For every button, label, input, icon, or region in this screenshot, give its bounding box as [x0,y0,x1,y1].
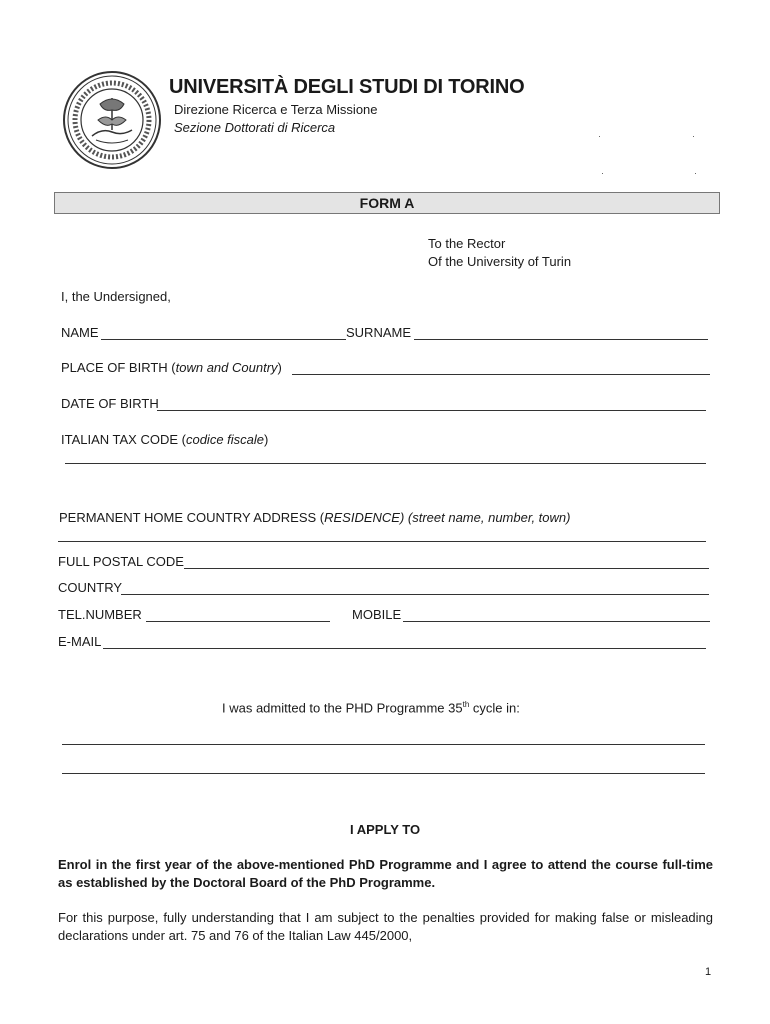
place-of-birth-field[interactable] [292,374,710,375]
postal-code-field[interactable] [184,568,709,569]
email-label: E-MAIL [58,634,102,649]
surname-field[interactable] [414,339,708,340]
email-field[interactable] [103,648,706,649]
mobile-field[interactable] [403,621,710,622]
admission-text: I was admitted to the PHD Programme 35th cycle in: [222,700,520,716]
surname-label: SURNAME [346,325,412,340]
enrol-statement: Enrol in the first year of the above-mentioned PhD Programme and I agree to attend the course full-time as established by the Doctoral Board of the PhD Programme. [58,857,713,890]
tel-field[interactable] [146,621,330,622]
postal-code-label: FULL POSTAL CODE [58,554,184,569]
address-label: PERMANENT HOME COUNTRY ADDRESS (RESIDENCE) (street name, number, town) [59,510,571,525]
department-name: Direzione Ricerca e Terza Missione [174,102,378,117]
stray-dot [599,136,600,137]
section-name: Sezione Dottorati di Ricerca [174,120,336,135]
stray-dot [693,136,694,137]
stray-dot [695,173,696,174]
name-field[interactable] [101,339,346,340]
country-field[interactable] [121,594,709,595]
date-of-birth-field[interactable] [157,410,706,411]
country-label: COUNTRY [58,580,123,595]
tax-code-field[interactable] [65,463,706,464]
university-title: UNIVERSITÀ DEGLI STUDI DI TORINO [169,76,525,98]
address-field[interactable] [58,541,706,542]
apply-heading: I APPLY TO [350,822,421,837]
intro-text: I, the Undersigned, [61,289,171,304]
page-number: 1 [705,966,712,978]
recipient-line-2: Of the University of Turin [428,254,572,269]
mobile-label: MOBILE [352,607,402,622]
name-label: NAME [61,325,99,340]
stray-dot [602,173,603,174]
recipient-line-1: To the Rector [428,236,506,251]
purpose-statement: For this purpose, fully understanding that I am subject to the penalties provided for making false or misleading declarations under art. 75 and 76 of the Italian Law 445/2000, [58,910,713,943]
place-of-birth-label: PLACE OF BIRTH (town and Country) [61,360,282,375]
university-seal-logo [62,70,162,170]
tax-code-label: ITALIAN TAX CODE (codice fiscale) [61,432,269,447]
tel-label: TEL.NUMBER [58,607,142,622]
date-of-birth-label: DATE OF BIRTH [61,396,159,411]
programme-field-line-2[interactable] [62,773,705,774]
form-title-bar: FORM A [54,192,720,214]
programme-field-line-1[interactable] [62,744,705,745]
